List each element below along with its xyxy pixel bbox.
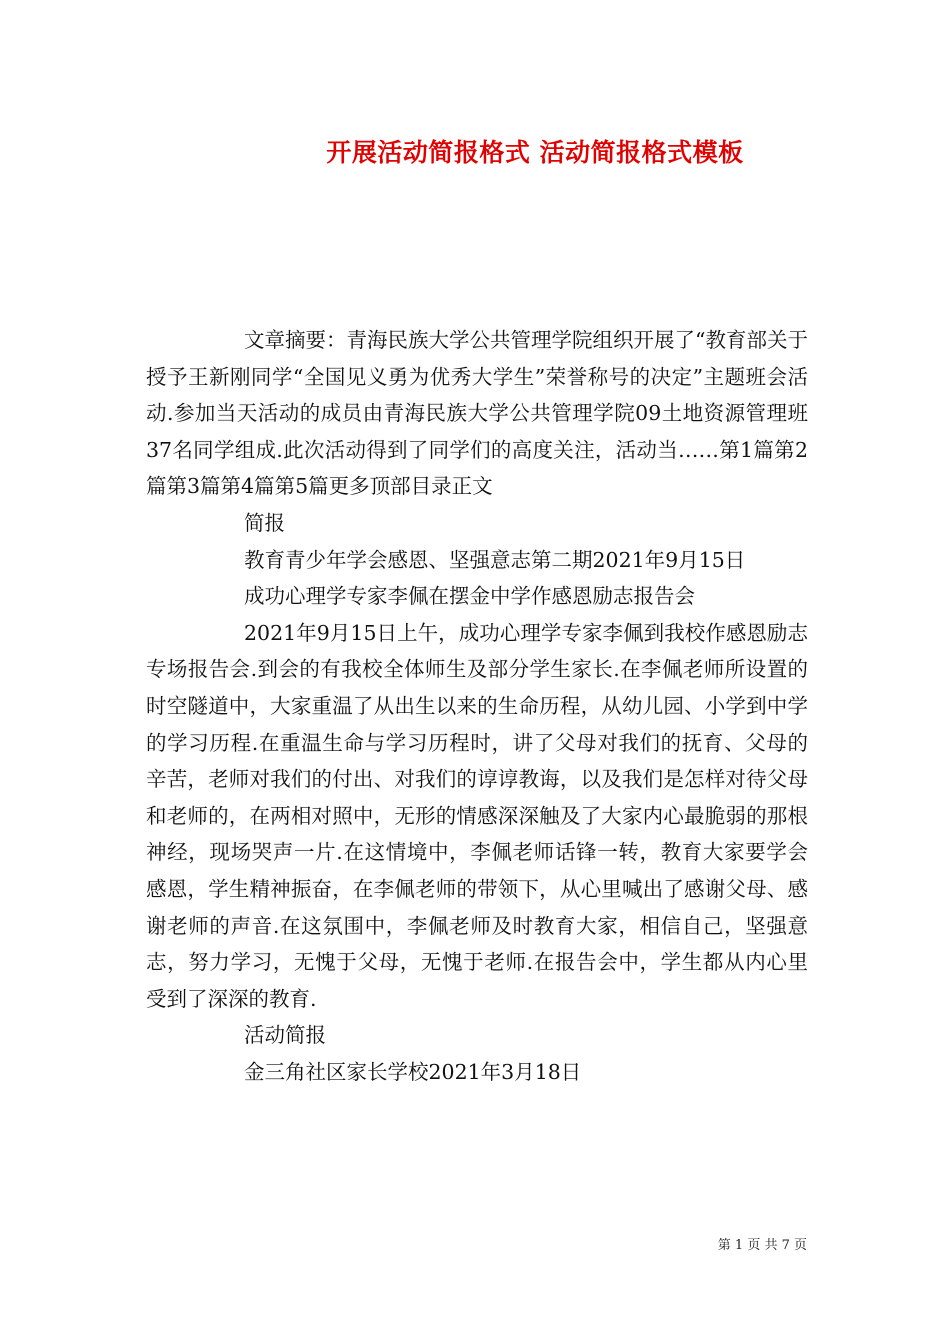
- report-title: 成功心理学专家李佩在摆金中学作感恩励志报告会: [244, 584, 695, 609]
- document-title: 开展活动简报格式 活动简报格式模板: [326, 138, 744, 167]
- document-body: [146, 322, 808, 1090]
- section-heading-jianbao: 简报: [244, 510, 285, 535]
- issue-line: 教育青少年学会感恩、坚强意志第二期2021年9月15日: [244, 547, 746, 572]
- page-number: 第 1 页 共 7 页: [717, 1238, 807, 1253]
- report-body-paragraph: 2021年9月15日上午，成功心理学专家李佩到我校作感恩励志专场报告会.到会的有我校全体师生及部分学生家长.在李佩老师所设置的时空隧道中，大家重温了从出生以来的生命历程，从幼儿园、小学到中学的学习历程.在重温生命与学习历程时，讲了父母对我们的抚育、父母的辛苦，老师对我们的付出、对我们的谆谆教诲，以及我们是怎样对待父母和老师的，在两相对照中，无形的情感深深触及了大家内心最脆弱的那根神经，现场哭声一片.在这情境中，李佩老师话锋一转，教育大家要学会感恩，学生精神振奋，在李佩老师的带领下，从心里喊出了感谢父母、感谢老师的声音.在这氛围中，李佩老师及时教育大家，相信自己，坚强意志，努力学习，无愧于父母，无愧于老师.在报告会中，学生都从内心里受到了深深的教育.: [146, 620, 808, 1011]
- section-heading-activity: 活动简报: [244, 1023, 326, 1048]
- school-date-line: 金三角社区家长学校2021年3月18日: [244, 1059, 582, 1084]
- abstract-paragraph: 文章摘要：青海民族大学公共管理学院组织开展了“教育部关于授予王新刚同学“全国见义勇为优秀大学生”荣誉称号的决定”主题班会活动.参加当天活动的成员由青海民族大学公共管理学院09土地资源管理班37名同学组成.此次活动得到了同学们的高度关注，活动当……第1篇第2篇第3篇第4篇第5篇更多顶部目录正文: [146, 328, 808, 499]
